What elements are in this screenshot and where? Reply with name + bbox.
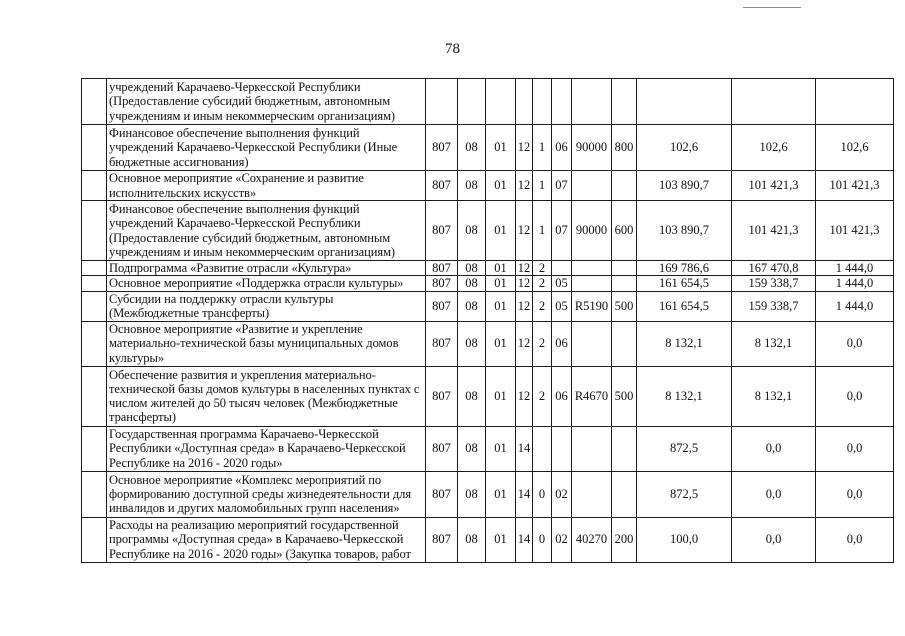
event-code-cell: 07 — [552, 171, 572, 201]
amount-year2-cell: 8 132,1 — [732, 366, 816, 426]
subsection-code-cell: 01 — [486, 291, 516, 321]
row-marker-cell — [82, 171, 107, 201]
event-code-cell: 02 — [552, 471, 572, 517]
amount-year1-cell — [637, 79, 732, 125]
expense-type-cell — [612, 171, 637, 201]
description-cell: Обеспечение развития и укрепления материально-технической базы домов культуры в населенных пунктах с числом жителей до 50 тысяч человек (Межбюджетные трансферты) — [107, 366, 426, 426]
direction-code-cell: 90000 — [572, 125, 612, 171]
expense-type-cell: 500 — [612, 291, 637, 321]
description-cell: Основное мероприятие «Поддержка отрасли культуры» — [107, 276, 426, 291]
expense-type-cell — [612, 471, 637, 517]
budget-table — [81, 78, 894, 563]
expense-type-cell — [612, 261, 637, 276]
amount-year3-cell: 0,0 — [816, 517, 894, 562]
table-row — [82, 171, 894, 201]
event-code-cell — [552, 261, 572, 276]
table-row — [82, 471, 894, 517]
description-cell: Основное мероприятие «Развитие и укрепление материально-технической базы муниципальных домов культуры» — [107, 321, 426, 366]
amount-year2-cell: 102,6 — [732, 125, 816, 171]
expense-type-cell: 600 — [612, 201, 637, 261]
subprogram-code-cell: 0 — [533, 517, 552, 562]
subprogram-code-cell: 2 — [533, 276, 552, 291]
ministry-code-cell — [426, 79, 458, 125]
direction-code-cell — [572, 79, 612, 125]
section-code-cell: 08 — [458, 261, 486, 276]
direction-code-cell — [572, 261, 612, 276]
program-code-cell: 12 — [516, 171, 533, 201]
amount-year3-cell: 101 421,3 — [816, 171, 894, 201]
ministry-code-cell: 807 — [426, 276, 458, 291]
section-code-cell — [458, 79, 486, 125]
event-code-cell: 05 — [552, 291, 572, 321]
program-code-cell: 12 — [516, 201, 533, 261]
description-cell: Основное мероприятие «Комплекс мероприятий по формированию доступной среды жизнедеятельности для инвалидов и других маломобильных групп населения» — [107, 471, 426, 517]
program-code-cell: 12 — [516, 276, 533, 291]
ministry-code-cell: 807 — [426, 517, 458, 562]
ministry-code-cell: 807 — [426, 321, 458, 366]
amount-year2-cell: 101 421,3 — [732, 201, 816, 261]
description-cell: Финансовое обеспечение выполнения функций учреждений Карачаево-Черкесской Республики (Предоставление субсидий бюджетным, автономным учреждениям и иным некоммерческим организациям) — [107, 201, 426, 261]
subsection-code-cell: 01 — [486, 471, 516, 517]
expense-type-cell — [612, 426, 637, 471]
amount-year1-cell: 872,5 — [637, 426, 732, 471]
expense-type-cell — [612, 79, 637, 125]
amount-year2-cell: 0,0 — [732, 517, 816, 562]
subsection-code-cell: 01 — [486, 171, 516, 201]
amount-year1-cell: 161 654,5 — [637, 276, 732, 291]
direction-code-cell: R5190 — [572, 291, 612, 321]
table-row — [82, 366, 894, 426]
description-cell: Государственная программа Карачаево-Черкесской Республики «Доступная среда» в Карачаево-Черкесской Республике на 2016 - 2020 годы» — [107, 426, 426, 471]
ministry-code-cell: 807 — [426, 426, 458, 471]
table-row — [82, 79, 894, 125]
program-code-cell: 12 — [516, 366, 533, 426]
amount-year1-cell: 103 890,7 — [637, 171, 732, 201]
direction-code-cell — [572, 426, 612, 471]
expense-type-cell — [612, 321, 637, 366]
program-code-cell: 12 — [516, 261, 533, 276]
amount-year3-cell: 0,0 — [816, 366, 894, 426]
event-code-cell: 07 — [552, 201, 572, 261]
amount-year2-cell: 159 338,7 — [732, 276, 816, 291]
ministry-code-cell: 807 — [426, 261, 458, 276]
table-row — [82, 125, 894, 171]
section-code-cell: 08 — [458, 276, 486, 291]
ministry-code-cell: 807 — [426, 201, 458, 261]
amount-year3-cell — [816, 79, 894, 125]
section-code-cell: 08 — [458, 125, 486, 171]
table-row — [82, 426, 894, 471]
section-code-cell: 08 — [458, 201, 486, 261]
row-marker-cell — [82, 471, 107, 517]
ministry-code-cell: 807 — [426, 171, 458, 201]
row-marker-cell — [82, 517, 107, 562]
direction-code-cell — [572, 321, 612, 366]
program-code-cell: 14 — [516, 471, 533, 517]
subprogram-code-cell: 2 — [533, 366, 552, 426]
amount-year3-cell: 1 444,0 — [816, 291, 894, 321]
subprogram-code-cell: 2 — [533, 261, 552, 276]
subsection-code-cell: 01 — [486, 125, 516, 171]
amount-year3-cell: 1 444,0 — [816, 276, 894, 291]
row-marker-cell — [82, 366, 107, 426]
event-code-cell: 06 — [552, 125, 572, 171]
program-code-cell: 14 — [516, 426, 533, 471]
row-marker-cell — [82, 79, 107, 125]
table-row — [82, 261, 894, 276]
amount-year1-cell: 872,5 — [637, 471, 732, 517]
program-code-cell: 14 — [516, 517, 533, 562]
section-code-cell: 08 — [458, 171, 486, 201]
table-row — [82, 276, 894, 291]
page-number: 78 — [445, 41, 460, 57]
amount-year1-cell: 169 786,6 — [637, 261, 732, 276]
description-cell: Подпрограмма «Развитие отрасли «Культура» — [107, 261, 426, 276]
section-code-cell: 08 — [458, 291, 486, 321]
section-code-cell: 08 — [458, 366, 486, 426]
program-code-cell: 12 — [516, 291, 533, 321]
expense-type-cell — [612, 276, 637, 291]
row-marker-cell — [82, 261, 107, 276]
amount-year1-cell: 100,0 — [637, 517, 732, 562]
event-code-cell: 05 — [552, 276, 572, 291]
amount-year3-cell: 0,0 — [816, 426, 894, 471]
table-row — [82, 291, 894, 321]
subprogram-code-cell: 1 — [533, 125, 552, 171]
amount-year1-cell: 103 890,7 — [637, 201, 732, 261]
subsection-code-cell — [486, 79, 516, 125]
program-code-cell: 12 — [516, 321, 533, 366]
subsection-code-cell: 01 — [486, 201, 516, 261]
subsection-code-cell: 01 — [486, 517, 516, 562]
description-cell: Основное мероприятие «Сохранение и развитие исполнительских искусств» — [107, 171, 426, 201]
amount-year2-cell: 101 421,3 — [732, 171, 816, 201]
section-code-cell: 08 — [458, 426, 486, 471]
expense-type-cell: 800 — [612, 125, 637, 171]
section-code-cell: 08 — [458, 321, 486, 366]
amount-year1-cell: 8 132,1 — [637, 321, 732, 366]
description-cell: Финансовое обеспечение выполнения функций учреждений Карачаево-Черкесской Республики (Иные бюджетные ассигнования) — [107, 125, 426, 171]
event-code-cell — [552, 426, 572, 471]
row-marker-cell — [82, 291, 107, 321]
description-cell: Субсидии на поддержку отрасли культуры (Межбюджетные трансферты) — [107, 291, 426, 321]
amount-year2-cell: 8 132,1 — [732, 321, 816, 366]
direction-code-cell: 40270 — [572, 517, 612, 562]
direction-code-cell — [572, 471, 612, 517]
table-row — [82, 321, 894, 366]
ministry-code-cell: 807 — [426, 291, 458, 321]
amount-year1-cell: 161 654,5 — [637, 291, 732, 321]
subsection-code-cell: 01 — [486, 261, 516, 276]
section-code-cell: 08 — [458, 471, 486, 517]
ministry-code-cell: 807 — [426, 125, 458, 171]
amount-year3-cell: 0,0 — [816, 321, 894, 366]
subprogram-code-cell: 2 — [533, 291, 552, 321]
row-marker-cell — [82, 321, 107, 366]
row-marker-cell — [82, 426, 107, 471]
expense-type-cell: 200 — [612, 517, 637, 562]
amount-year2-cell: 0,0 — [732, 471, 816, 517]
subprogram-code-cell: 0 — [533, 471, 552, 517]
subprogram-code-cell: 2 — [533, 321, 552, 366]
description-cell: учреждений Карачаево-Черкесской Республики (Предоставление субсидий бюджетным, автономным учреждениям и иным некоммерческим организациям) — [107, 79, 426, 125]
direction-code-cell — [572, 276, 612, 291]
direction-code-cell: 90000 — [572, 201, 612, 261]
table-body — [82, 79, 894, 563]
amount-year2-cell: 159 338,7 — [732, 291, 816, 321]
description-cell: Расходы на реализацию мероприятий государственной программы «Доступная среда» в Карачаево-Черкесской Республике на 2016 - 2020 годы» (Закупка товаров, работ — [107, 517, 426, 562]
table-row — [82, 201, 894, 261]
expense-type-cell: 500 — [612, 366, 637, 426]
event-code-cell: 06 — [552, 321, 572, 366]
subprogram-code-cell: 1 — [533, 171, 552, 201]
event-code-cell: 06 — [552, 366, 572, 426]
subsection-code-cell: 01 — [486, 366, 516, 426]
event-code-cell — [552, 79, 572, 125]
amount-year2-cell — [732, 79, 816, 125]
ministry-code-cell: 807 — [426, 366, 458, 426]
event-code-cell: 02 — [552, 517, 572, 562]
direction-code-cell: R4670 — [572, 366, 612, 426]
amount-year2-cell: 167 470,8 — [732, 261, 816, 276]
amount-year3-cell: 101 421,3 — [816, 201, 894, 261]
amount-year3-cell: 1 444,0 — [816, 261, 894, 276]
program-code-cell: 12 — [516, 125, 533, 171]
amount-year1-cell: 8 132,1 — [637, 366, 732, 426]
subsection-code-cell: 01 — [486, 426, 516, 471]
subsection-code-cell: 01 — [486, 276, 516, 291]
amount-year2-cell: 0,0 — [732, 426, 816, 471]
row-marker-cell — [82, 276, 107, 291]
amount-year3-cell: 0,0 — [816, 471, 894, 517]
section-code-cell: 08 — [458, 517, 486, 562]
direction-code-cell — [572, 171, 612, 201]
amount-year3-cell: 102,6 — [816, 125, 894, 171]
amount-year1-cell: 102,6 — [637, 125, 732, 171]
subprogram-code-cell — [533, 79, 552, 125]
row-marker-cell — [82, 125, 107, 171]
top-rule — [743, 7, 801, 8]
row-marker-cell — [82, 201, 107, 261]
ministry-code-cell: 807 — [426, 471, 458, 517]
program-code-cell — [516, 79, 533, 125]
subsection-code-cell: 01 — [486, 321, 516, 366]
subprogram-code-cell — [533, 426, 552, 471]
subprogram-code-cell: 1 — [533, 201, 552, 261]
table-row — [82, 517, 894, 562]
